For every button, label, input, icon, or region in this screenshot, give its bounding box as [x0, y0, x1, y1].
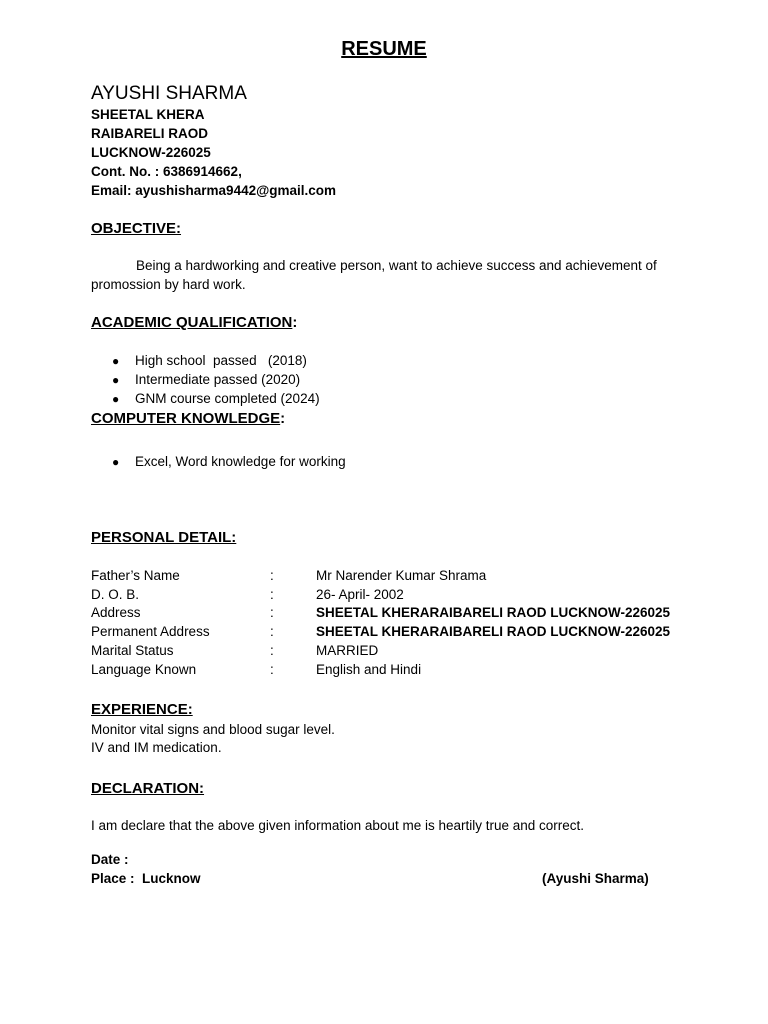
list-item — [112, 391, 320, 406]
experience-line-2: IV and IM medication. — [91, 740, 222, 755]
detail-value-address: SHEETAL KHERARAIBARELI RAOD LUCKNOW-226025 — [316, 605, 671, 620]
academic-heading-text: ACADEMIC QUALIFICATION — [91, 314, 293, 331]
experience-heading: EXPERIENCE: — [91, 701, 193, 718]
place-row — [91, 871, 201, 886]
detail-value-language: English and Hindi — [316, 662, 422, 677]
experience-line-1: Monitor vital signs and blood sugar level. — [91, 722, 335, 737]
computer-heading-colon: : — [280, 410, 286, 427]
date-label: Date : — [91, 852, 129, 867]
list-item — [112, 454, 346, 469]
place-value: Lucknow — [142, 871, 201, 886]
detail-label-marital-status: Marital Status — [91, 643, 174, 658]
detail-colon: : — [270, 605, 274, 620]
address-line-1: SHEETAL KHERA — [91, 107, 205, 122]
detail-value-dob: 26- April- 2002 — [316, 587, 404, 602]
address-line-2: RAIBARELI RAOD — [91, 126, 208, 141]
list-item — [112, 353, 307, 368]
academic-item-1: High school passed (2018) — [135, 353, 307, 368]
detail-colon: : — [270, 568, 274, 583]
declaration-heading: DECLARATION: — [91, 780, 205, 797]
declaration-text: I am declare that the above given information about me is heartily true and correct. — [91, 818, 585, 833]
personal-heading: PERSONAL DETAIL: — [91, 529, 237, 546]
detail-label-dob: D. O. B. — [91, 587, 140, 602]
academic-heading-colon: : — [292, 314, 298, 331]
detail-value-father: Mr Narender Kumar Shrama — [316, 568, 487, 583]
computer-item-1: Excel, Word knowledge for working — [135, 454, 346, 469]
computer-heading — [91, 410, 285, 427]
objective-text-line-2: promossion by hard work. — [91, 277, 246, 292]
place-label: Place : — [91, 871, 135, 886]
signature-name: (Ayushi Sharma) — [542, 871, 649, 886]
bullet-icon: ● — [112, 354, 120, 368]
detail-label-permanent-address: Permanent Address — [91, 624, 210, 639]
detail-value-marital-status: MARRIED — [316, 643, 379, 658]
academic-heading — [91, 314, 297, 331]
detail-label-father: Father’s Name — [91, 568, 180, 583]
bullet-icon: ● — [112, 373, 120, 387]
bullet-icon: ● — [112, 392, 120, 406]
contact-number: Cont. No. : 6386914662, — [91, 164, 242, 179]
detail-colon: : — [270, 662, 274, 677]
detail-value-permanent-address: SHEETAL KHERARAIBARELI RAOD LUCKNOW-226025 — [316, 624, 671, 639]
objective-text-line-1: Being a hardworking and creative person, want to achieve success and achievement of — [136, 258, 657, 273]
academic-item-3: GNM course completed (2024) — [135, 391, 320, 406]
applicant-name: AYUSHI SHARMA — [91, 83, 247, 104]
email-address: Email: ayushisharma9442@gmail.com — [91, 183, 337, 198]
list-item — [112, 372, 300, 387]
page-title: RESUME — [341, 38, 427, 60]
academic-item-2: Intermediate passed (2020) — [135, 372, 301, 387]
detail-colon: : — [270, 587, 274, 602]
detail-label-address: Address — [91, 605, 141, 620]
objective-heading: OBJECTIVE: — [91, 220, 182, 237]
computer-heading-text: COMPUTER KNOWLEDGE — [91, 410, 281, 427]
detail-colon: : — [270, 643, 274, 658]
bullet-icon: ● — [112, 455, 120, 469]
detail-label-language: Language Known — [91, 662, 197, 677]
address-line-3: LUCKNOW-226025 — [91, 145, 211, 160]
detail-colon: : — [270, 624, 274, 639]
